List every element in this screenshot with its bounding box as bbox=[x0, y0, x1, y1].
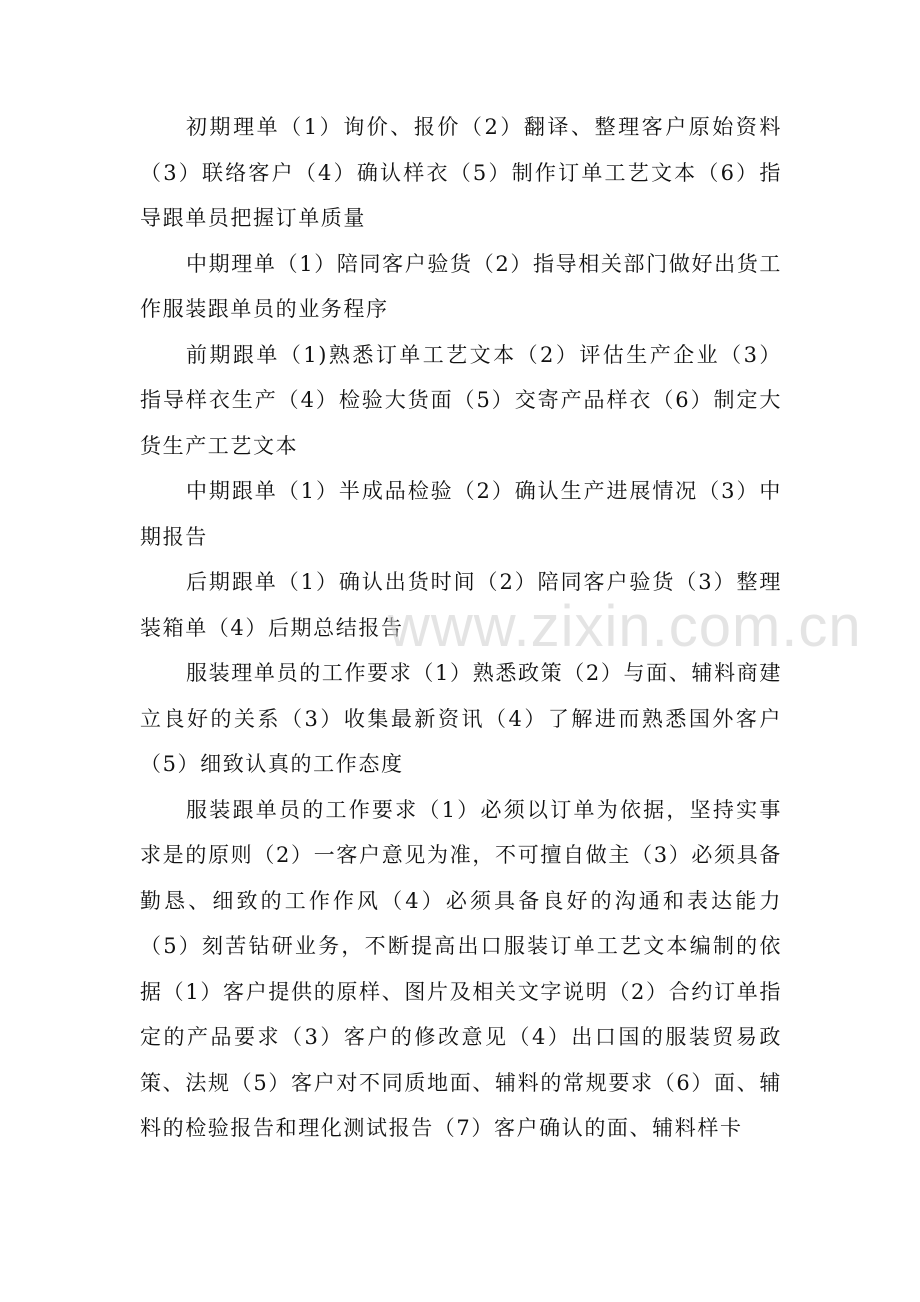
paragraph-mid-order-processing: 中期理单（1）陪同客户验货（2）指导相关部门做好出货工作服装跟单员的业务程序 bbox=[140, 251, 782, 321]
paragraph-late-follow-up: 后期跟单（1）确认出货时间（2）陪同客户验货（3）整理装箱单（4）后期总结报告 bbox=[140, 570, 782, 640]
paragraph-mid-follow-up: 中期跟单（1）半成品检验（2）确认生产进展情况（3）中期报告 bbox=[140, 479, 782, 549]
paragraph-early-follow-up: 前期跟单（1)熟悉订单工艺文本（2）评估生产企业（3）指导样衣生产（4）检验大货面（5）交寄产品样衣（6）制定大货生产工艺文本 bbox=[140, 342, 782, 458]
paragraph-order-processor-requirements: 服装理单员的工作要求（1）熟悉政策（2）与面、辅料商建立良好的关系（3）收集最新资讯（4）了解进而熟悉国外客户（5）细致认真的工作态度 bbox=[140, 661, 782, 776]
watermark: www.zixin.com.cn bbox=[388, 594, 862, 659]
document-body bbox=[140, 105, 782, 1152]
paragraph-early-order-processing: 初期理单（1）询价、报价（2）翻译、整理客户原始资料（3）联络客户（4）确认样衣（5）制作订单工艺文本（6）指导跟单员把握订单质量 bbox=[140, 115, 782, 230]
paragraph-follow-up-staff-requirements: 服装跟单员的工作要求（1）必须以订单为依据，坚持实事求是的原则（2）一客户意见为准，不可擅自做主（3）必须具备勤恳、细致的工作作风（4）必须具备良好的沟通和表达能力（5）刻苦钻研业务，不断提高出口服装订单工艺文本编制的依据（1）客户提供的原样、图片及相关文字说明（2）合约订单指定的产品要求（3）客户的修改意见（4）出口国的服装贸易政策、法规（5）客户对不同质地面、辅料的常规要求（6）面、辅料的检验报告和理化测试报告（7）客户确认的面、辅料样卡 bbox=[140, 797, 782, 1140]
